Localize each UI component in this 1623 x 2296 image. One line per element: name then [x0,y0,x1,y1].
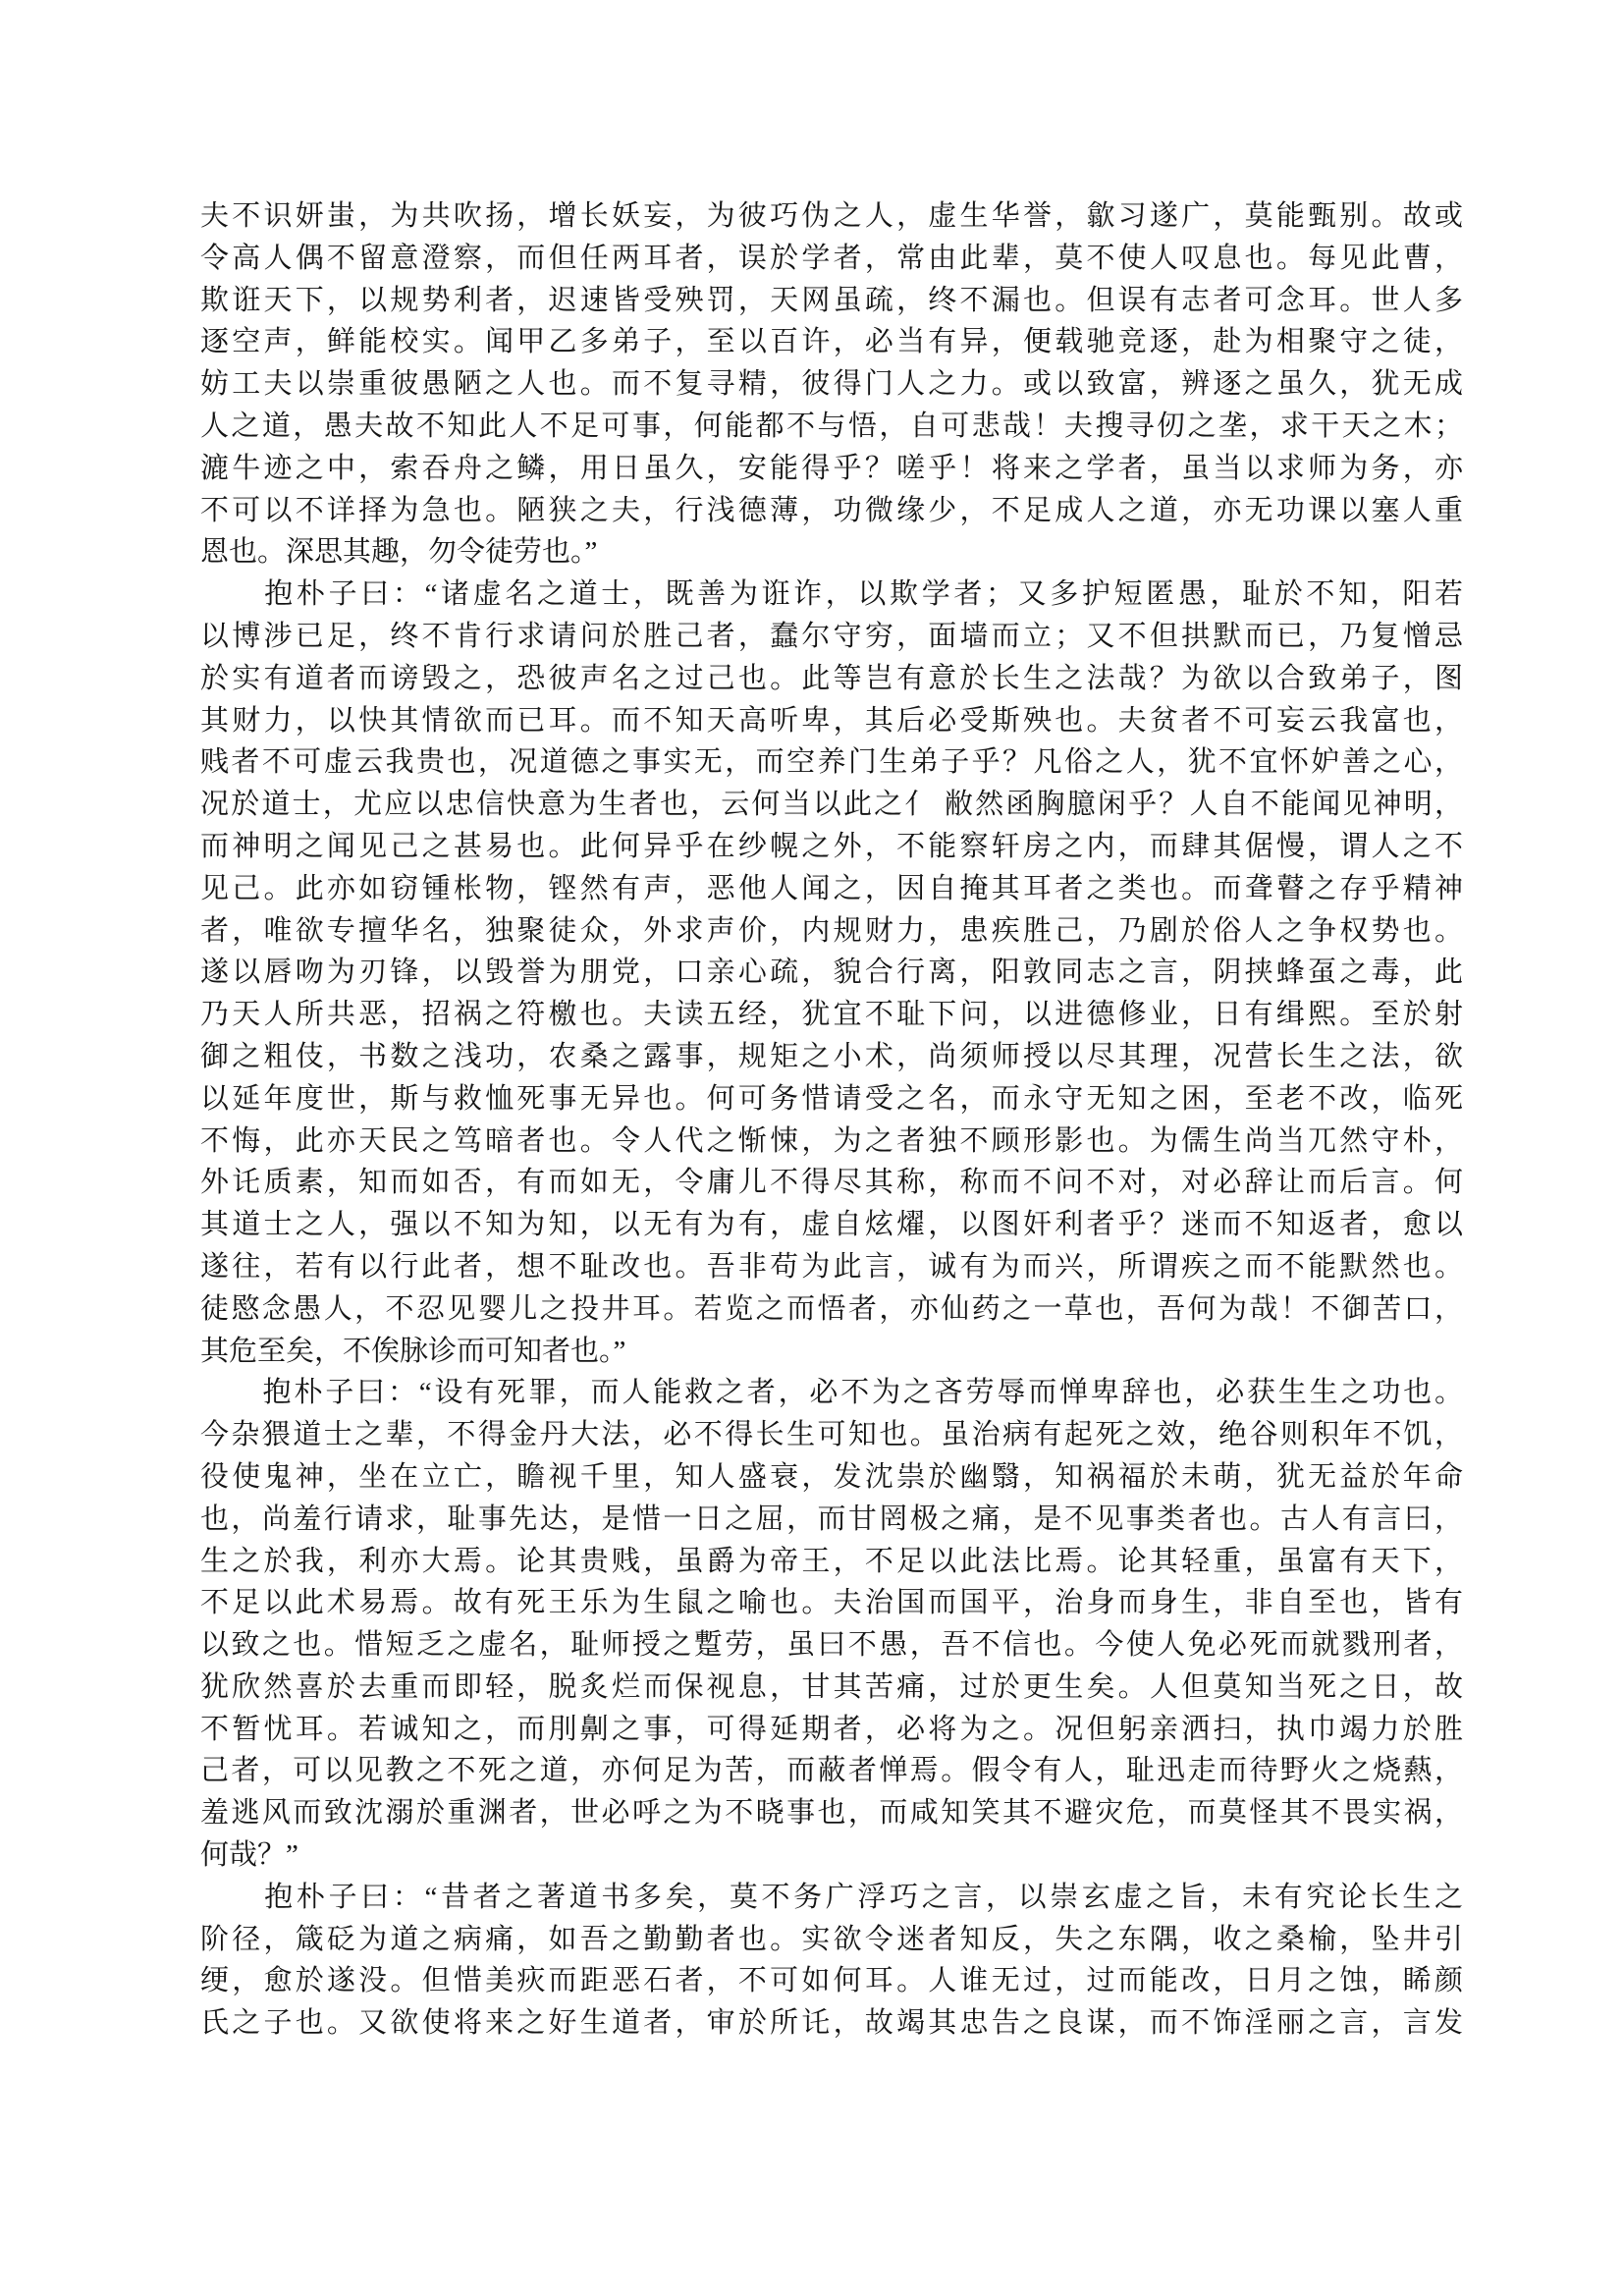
text-line: 何哉？” [200,1839,298,1872]
text-line: 以博涉已足，终不肯行求请问於胜己者，蠢尔守穷，面墙而立；又不但拱默而已，乃复憎忌 [200,620,1463,652]
document-page-text-block [200,195,1463,2045]
text-line: 况於道士，尤应以忠信快意为生者也，云何当以此之亻 敝然函胸臆闲乎？人自不能闻见神明， [200,789,1463,821]
text-line: 不暂忧耳。若诚知之，而刖劓之事，可得延期者，必将为之。况但躬亲洒扫，执巾竭力於胜 [200,1713,1463,1745]
text-line: 於实有道者而谤毁之，恐彼声名之过己也。此等岂有意於长生之法哉？为欲以合致弟子，图 [200,662,1463,694]
text-line: 遂往，若有以行此者，想不耻改也。吾非苟为此言，诚有为而兴，所谓疾之而不能默然也。 [200,1250,1463,1283]
text-line: 徒愍念愚人，不忍见婴儿之投井耳。若览之而悟者，亦仙药之一草也，吾何为哉！不御苦口， [200,1292,1463,1325]
text-line: 生之於我，利亦大焉。论其贵贱，虽爵为帝王，不足以此法比焉。论其轻重，虽富有天下， [200,1545,1463,1577]
text-line: 夫不识妍蚩，为共吹扬，增长妖妄，为彼巧伪之人，虚生华誉，歙习遂广，莫能甄别。故或 [200,200,1463,232]
text-line: 犹欣然喜於去重而即轻，脱炙烂而保视息，甘其苦痛，过於更生矣。人但莫知当死之日，故 [200,1670,1463,1703]
text-line: 以致之也。惜短乏之虚名，耻师授之蹔劳，虽曰不愚，吾不信也。今使人免必死而就戮刑者， [200,1629,1463,1662]
text-line: 也，尚羞行请求，耻事先达，是惜一日之屈，而甘罔极之痛，是不见事类者也。古人有言曰， [200,1503,1463,1535]
text-line: 者，唯欲专擅华名，独聚徒众，外求声价，内规财力，患疾胜己，乃剧於俗人之争权势也。 [200,914,1463,947]
text-line: 乃天人所共恶，招祸之符檄也。夫读五经，犹宜不耻下问，以进德修业，日有缉熙。至於射 [200,999,1463,1031]
text-line: 绠，愈於遂没。但惜美疢而距恶石者，不可如何耳。人谁无过，过而能改，日月之蚀，睎颜 [200,1965,1463,1997]
text-line: 妨工夫以崇重彼愚陋之人也。而不复寻精，彼得门人之力。或以致富，辨逐之虽久，犹无成 [200,368,1463,401]
text-line: 阶径，箴砭为道之病痛，如吾之勤勤者也。实欲令迷者知反，失之东隅，收之桑榆，坠井引 [200,1923,1463,1955]
text-line: 以延年度世，斯与救恤死事无异也。何可务惜请受之名，而永守无知之困，至老不改，临死 [200,1082,1463,1115]
text-line: 御之粗伎，书数之浅功，农桑之露事，规矩之小术，尚须师授以尽其理，况营长生之法，欲 [200,1040,1463,1072]
text-line: 恩也。深思其趣，勿令徒劳也。” [200,536,598,569]
text-line: 人之道，愚夫故不知此人不足可事，何能都不与悟，自可悲哉！夫搜寻仞之垄，求干天之木； [200,410,1463,442]
paragraph [200,574,1463,1372]
text-line: 而神明之闻见己之甚易也。此何异乎在纱幌之外，不能察轩房之内，而肆其倨慢，谓人之不 [200,830,1463,862]
text-line: 遂以唇吻为刃锋，以毁誉为朋党，口亲心疏，貌合行离，阳敦同志之言，阴挟蜂虿之毒，此 [200,957,1463,989]
text-line: 见己。此亦如窃锺枨物，铿然有声，恶他人闻之，因自掩其耳者之类也。而聋瞽之存乎精神 [200,872,1463,904]
text-line: 抱朴子曰：“设有死罪，而人能救之者，必不为之吝劳辱而惮卑辞也，必获生生之功也。 [200,1377,1463,1409]
text-line: 不悔，此亦天民之笃暗者也。令人代之惭悚，为之者独不顾形影也。为儒生尚当兀然守朴， [200,1124,1463,1157]
text-line: 不可以不详择为急也。陋狭之夫，行浅德薄，功微缘少，不足成人之道，亦无功课以塞人重 [200,494,1463,526]
text-line: 氏之子也。又欲使将来之好生道者，审於所讬，故竭其忠告之良谋，而不饰淫丽之言，言发 [200,2007,1463,2040]
text-line: 其财力，以快其情欲而已耳。而不知天高听卑，其后必受斯殃也。夫贫者不可妄云我富也， [200,704,1463,737]
text-line: 抱朴子曰：“诸虚名之道士，既善为诳诈，以欺学者；又多护短匿愚，耻於不知，阳若 [200,578,1463,611]
paragraph [200,1372,1463,1877]
text-line: 羞逃风而致沈溺於重渊者，世必呼之为不晓事也，而咸知笑其不避灾危，而莫怪其不畏实祸， [200,1797,1463,1830]
paragraph [200,1877,1463,2045]
text-line: 不足以此术易焉。故有死王乐为生鼠之喻也。夫治国而国平，治身而身生，非自至也，皆有 [200,1587,1463,1619]
text-line: 役使鬼神，坐在立亡，瞻视千里，知人盛衰，发沈祟於幽翳，知祸福於未萌，犹无益於年命 [200,1460,1463,1493]
paragraph [200,195,1463,574]
text-line: 己者，可以见教之不死之道，亦何足为苦，而蔽者惮焉。假令有人，耻迅走而待野火之烧爇， [200,1755,1463,1787]
text-line: 贱者不可虚云我贵也，况道德之事实无，而空养门生弟子乎？凡俗之人，犹不宜怀妒善之心， [200,746,1463,779]
text-line: 其道士之人，强以不知为知，以无有为有，虚自炫燿，以图奸利者乎？迷而不知返者，愈以 [200,1209,1463,1241]
text-line: 逐空声，鲜能校实。闻甲乙多弟子，至以百许，必当有异，便载驰竞逐，赴为相聚守之徒， [200,326,1463,358]
text-line: 欺诳天下，以规势利者，迟速皆受殃罚，天网虽疏，终不漏也。但误有志者可念耳。世人多 [200,284,1463,316]
text-line: 抱朴子曰：“昔者之著道书多矣，莫不务广浮巧之言，以崇玄虚之旨，未有究论长生之 [200,1881,1463,1913]
text-line: 令高人偶不留意澄察，而但任两耳者，误於学者，常由此辈，莫不使人叹息也。每见此曹， [200,242,1463,274]
text-line: 今杂猥道士之辈，不得金丹大法，必不得长生可知也。虽治病有起死之效，绝谷则积年不饥， [200,1419,1463,1451]
text-line: 漉牛迹之中，索吞舟之鳞，用日虽久，安能得乎？嗟乎！将来之学者，虽当以求师为务，亦 [200,452,1463,484]
text-line: 外讬质素，知而如否，有而如无，令庸儿不得尽其称，称而不问不对，对必辞让而后言。何 [200,1167,1463,1199]
text-line: 其危至矣，不俟脉诊而可知者也。” [200,1335,626,1367]
